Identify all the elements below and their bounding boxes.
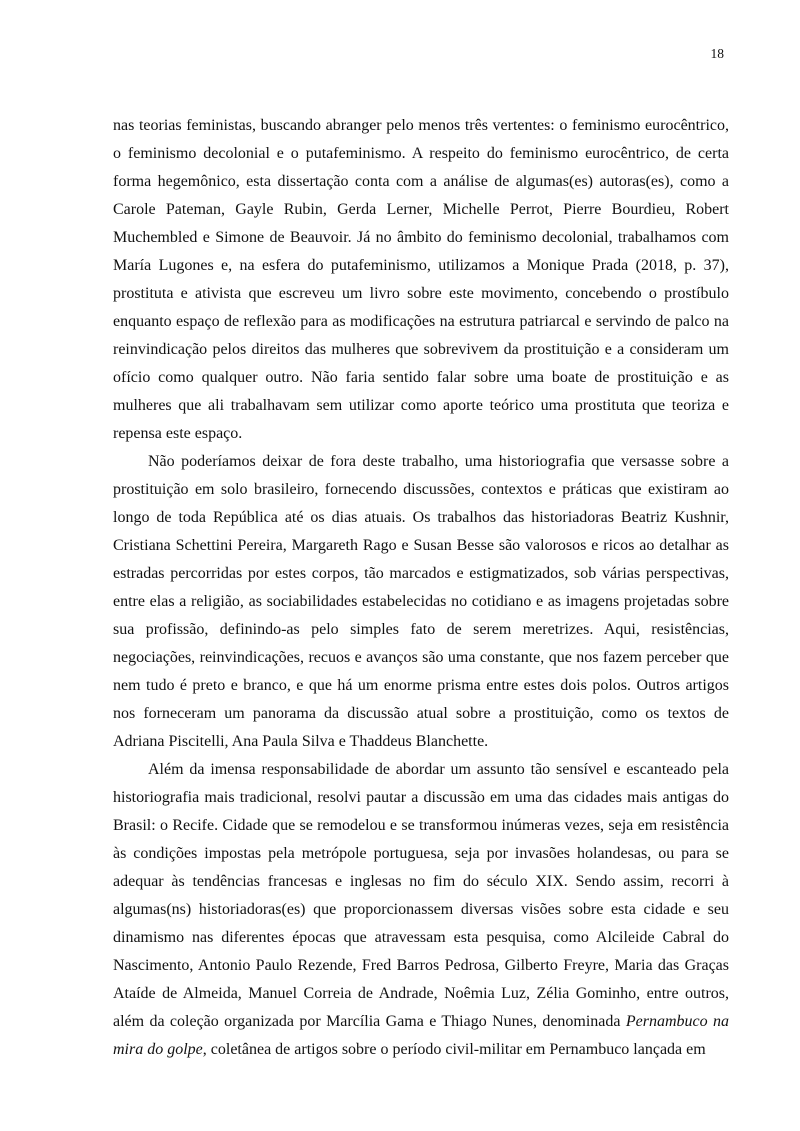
- page-number: 18: [710, 46, 724, 61]
- text-run: Além da imensa responsabilidade de abordar um assunto tão sensível e escanteado pela historiografia mais tradicional, resolvi pautar a discussão em uma das cidades mais antigas do Brasil: o Recife. Cidade que se remodelou e se transformou inúmeras vezes, seja em resistência às condições impostas pela metrópole portuguesa, seja por invasões holandesas, ou para se adequar às tendências francesas e inglesas no fim do século XIX. Sendo assim, recorri à algumas(ns) historiadoras(es) que proporcionassem diversas visões sobre esta cidade e seu dinamismo nas diferentes épocas que atravessam esta pesquisa, como Alcileide Cabral do Nascimento, Antonio Paulo Rezende, Fred Barros Pedrosa, Gilberto Freyre, Maria das Graças Ataíde de Almeida, Manuel Correia de Andrade, Noêmia Luz, Zélia Gominho, entre outros, além da coleção organizada por Marcília Gama e Thiago Nunes, denominada: [113, 761, 729, 1030]
- paragraph: [113, 448, 729, 756]
- page-body: [113, 112, 729, 1064]
- book-title-italic: Pernambuco na mira do golpe: [113, 1013, 729, 1058]
- text-run: nas teorias feministas, buscando abranger pelo menos três vertentes: o feminismo eurocêntrico, o feminismo decolonial e o putafeminismo. A respeito do feminismo eurocêntrico, de certa forma hegemônico, esta dissertação conta com a análise de algumas(es) autoras(es), como a Carole Pateman, Gayle Rubin, Gerda Lerner, Michelle Perrot, Pierre Bourdieu, Robert Muchembled e Simone de Beauvoir. Já no âmbito do feminismo decolonial, trabalhamos com María Lugones e, na esfera do putafeminismo, utilizamos a Monique Prada (2018, p. 37), prostituta e ativista que escreveu um livro sobre este movimento, concebendo o prostíbulo enquanto espaço de reflexão para as modificações na estrutura patriarcal e servindo de palco na reinvindicação pelos direitos das mulheres que sobrevivem da prostituição e a consideram um ofício como qualquer outro. Não faria sentido falar sobre uma boate de prostituição e as mulheres que ali trabalhavam sem utilizar como aporte teórico uma prostituta que teoriza e repensa este espaço.: [113, 117, 729, 442]
- paragraph: [113, 112, 729, 448]
- paragraph: [113, 756, 729, 1064]
- text-run: , coletânea de artigos sobre o período civil-militar em Pernambuco lançada em: [202, 1041, 706, 1058]
- text-run: Não poderíamos deixar de fora deste trabalho, uma historiografia que versasse sobre a prostituição em solo brasileiro, fornecendo discussões, contextos e práticas que existiram ao longo de toda República até os dias atuais. Os trabalhos das historiadoras Beatriz Kushnir, Cristiana Schettini Pereira, Margareth Rago e Susan Besse são valorosos e ricos ao detalhar as estradas percorridas por estes corpos, tão marcados e estigmatizados, sob várias perspectivas, entre elas a religião, as sociabilidades estabelecidas no cotidiano e as imagens projetadas sobre sua profissão, definindo-as pelo simples fato de serem meretrizes. Aqui, resistências, negociações, reinvindicações, recuos e avanços são uma constante, que nos fazem perceber que nem tudo é preto e branco, e que há um enorme prisma entre estes dois polos. Outros artigos nos forneceram um panorama da discussão atual sobre a prostituição, como os textos de Adriana Piscitelli, Ana Paula Silva e Thaddeus Blanchette.: [113, 453, 729, 750]
